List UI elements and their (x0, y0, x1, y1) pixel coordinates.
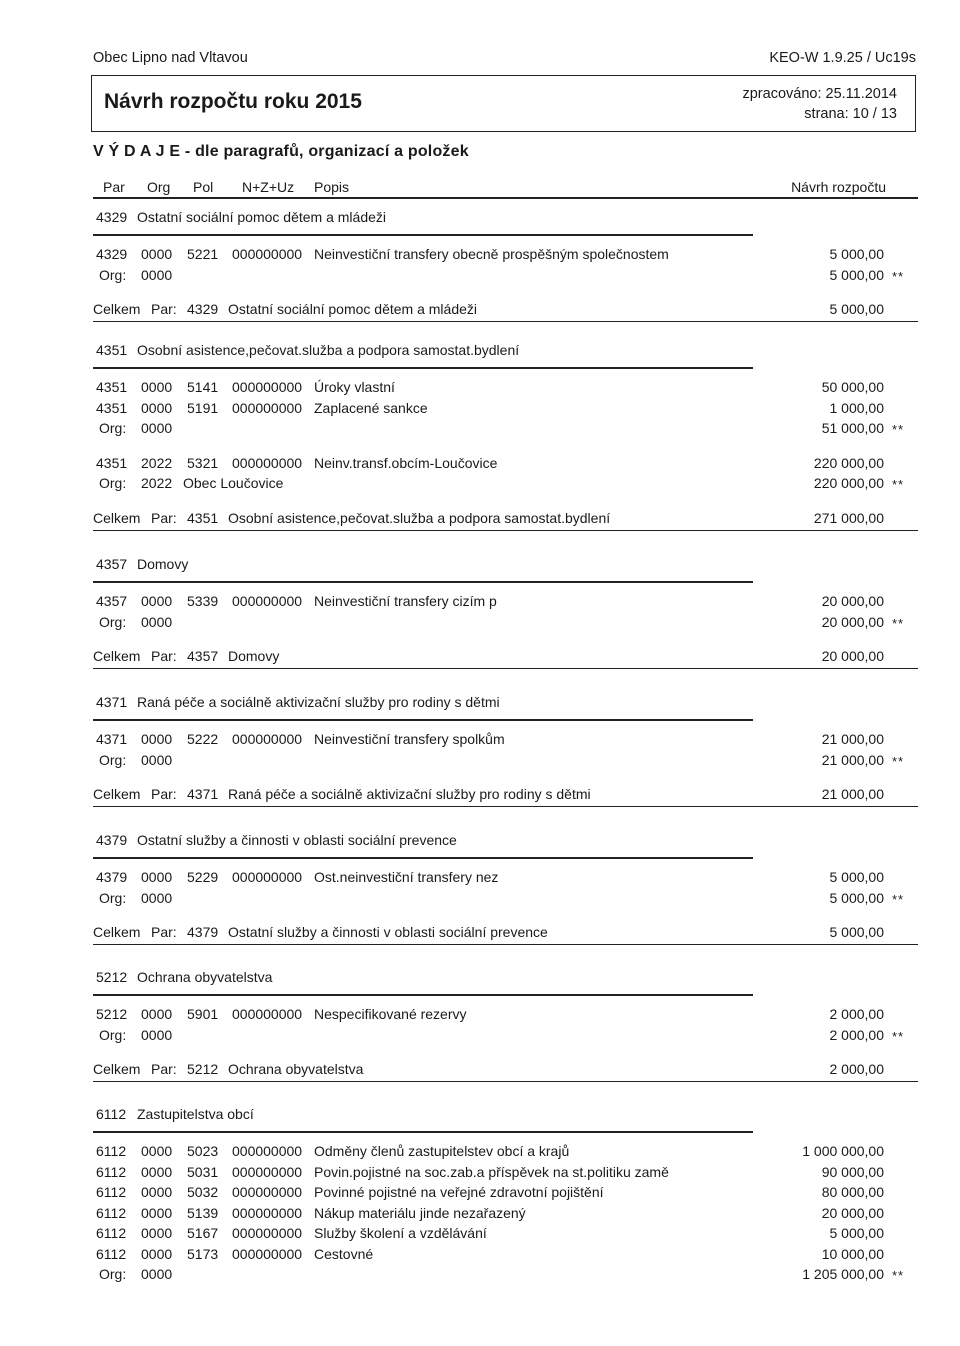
org-code: 0000 (141, 1266, 173, 1282)
col-pol: Pol (193, 179, 214, 195)
total-label: Celkem (93, 509, 141, 526)
cell-nzu: 000000000 (232, 1163, 303, 1180)
cell-org: 0000 (141, 1225, 173, 1241)
cell-par: 6112 (96, 1163, 127, 1180)
section-code: 4351 (96, 342, 128, 358)
col-popis: Popis (314, 179, 350, 195)
section-code: 4329 (96, 209, 128, 225)
total-par-label: Par: (151, 924, 177, 940)
cell-nzu: 000000000 (232, 1184, 303, 1200)
org-label: Org: (99, 751, 127, 768)
cell-description: Odměny členů zastupitelstev obcí a krajů (314, 1143, 570, 1159)
col-nzu: N+Z+Uz (242, 179, 295, 195)
org-subtotal-amount: 5 000,00 (829, 266, 884, 283)
cell-description: Povin.pojistné na soc.zab.a příspěvek na st.politiku zamě (314, 1163, 669, 1180)
org-label: Org: (99, 613, 127, 630)
table-row (0, 398, 960, 418)
table-row (0, 1004, 960, 1024)
total-label: Celkem (93, 301, 141, 317)
table-row (0, 591, 960, 611)
total-section-code: 4329 (187, 301, 219, 317)
section-name: Ostatní služby a činnosti v oblasti sociální prevence (137, 832, 457, 848)
org-subtotal-amount: 51 000,00 (821, 420, 884, 436)
cell-pol: 5191 (187, 399, 219, 416)
section-name: Zastupitelstva obcí (137, 1106, 254, 1122)
org-subtotal-amount: 220 000,00 (813, 475, 884, 491)
org-subtotal-amount: 20 000,00 (821, 613, 884, 630)
section-total-row (0, 508, 960, 528)
org-subtotal-amount: 1 205 000,00 (802, 1266, 884, 1282)
cell-pol: 5031 (187, 1163, 219, 1180)
total-underline (93, 530, 918, 531)
cell-amount: 50 000,00 (821, 379, 884, 395)
section-divider (93, 994, 753, 996)
section-code: 6112 (96, 1106, 127, 1122)
cell-description: Služby školení a vzdělávání (314, 1225, 487, 1241)
org-subtotal-row (0, 265, 960, 285)
section-code: 4379 (96, 832, 128, 848)
org-label: Org: (99, 889, 127, 906)
cell-par: 4351 (96, 399, 128, 416)
org-code: 0000 (141, 751, 173, 768)
table-row (0, 1223, 960, 1243)
org-label: Org: (99, 475, 127, 491)
total-par-label: Par: (151, 1061, 177, 1077)
org-subtotal-amount: 5 000,00 (829, 889, 884, 906)
cell-org: 0000 (141, 379, 173, 395)
cell-pol: 5901 (187, 1006, 219, 1022)
org-subtotal-row (0, 750, 960, 770)
cell-amount: 2 000,00 (829, 1006, 884, 1022)
section-code: 5212 (96, 969, 128, 985)
org-subtotal-row (0, 612, 960, 632)
subtotal-marker: ** (892, 268, 905, 284)
cell-nzu: 000000000 (232, 1204, 303, 1221)
col-par: Par (103, 179, 125, 195)
total-par-label: Par: (151, 786, 177, 802)
cell-pol: 5139 (187, 1204, 219, 1221)
cell-par: 4351 (96, 379, 128, 395)
section-divider (93, 367, 753, 369)
cell-nzu: 000000000 (232, 869, 303, 885)
total-par-label: Par: (151, 509, 177, 526)
cell-amount: 80 000,00 (821, 1184, 884, 1200)
total-section-name: Ostatní sociální pomoc dětem a mládeži (228, 301, 478, 317)
org-subtotal-amount: 21 000,00 (821, 751, 884, 768)
cell-nzu: 000000000 (232, 593, 303, 609)
section-total-row (0, 299, 960, 319)
cell-org: 0000 (141, 869, 173, 885)
cell-nzu: 000000000 (232, 1143, 303, 1159)
org-subtotal-row (0, 473, 960, 493)
section-divider (93, 857, 753, 859)
section-code: 4357 (96, 556, 128, 572)
org-code: 0000 (141, 266, 173, 283)
cell-nzu: 000000000 (232, 1225, 303, 1241)
subtotal-marker: ** (892, 891, 905, 907)
cell-pol: 5222 (187, 731, 219, 747)
org-label: Org: (99, 420, 127, 436)
org-subtotal-row (0, 1264, 960, 1284)
subtotal-marker: ** (892, 753, 905, 769)
cell-amount: 20 000,00 (821, 593, 884, 609)
section-name: Osobní asistence,pečovat.služba a podpora samostat.bydlení (137, 342, 520, 358)
cell-par: 4329 (96, 246, 128, 262)
col-amount: Návrh rozpočtu (791, 179, 886, 195)
cell-par: 6112 (96, 1204, 127, 1221)
section-total-amount: 21 000,00 (821, 786, 884, 802)
cell-org: 0000 (141, 1204, 173, 1221)
cell-org: 0000 (141, 399, 173, 416)
cell-description: Cestovné (314, 1245, 374, 1262)
cell-org: 0000 (141, 731, 173, 747)
cell-description: Neinvestiční transfery cizím p (314, 593, 497, 609)
cell-org: 0000 (141, 1006, 173, 1022)
page-number: strana: 10 / 13 (804, 106, 897, 122)
total-label: Celkem (93, 786, 141, 802)
section-name: Raná péče a sociálně aktivizační služby pro rodiny s dětmi (137, 694, 500, 710)
cell-org: 0000 (141, 1163, 173, 1180)
cell-org: 0000 (141, 593, 173, 609)
cell-nzu: 000000000 (232, 731, 303, 747)
section-total-amount: 20 000,00 (821, 648, 884, 664)
cell-amount: 21 000,00 (821, 731, 884, 747)
cell-pol: 5023 (187, 1143, 219, 1159)
table-row (0, 244, 960, 264)
subtotal-marker: ** (892, 1028, 905, 1044)
cell-org: 0000 (141, 1245, 173, 1262)
total-label: Celkem (93, 648, 141, 664)
cell-pol: 5141 (187, 379, 219, 395)
cell-pol: 5167 (187, 1225, 219, 1241)
table-row (0, 1244, 960, 1264)
cell-org: 0000 (141, 1184, 173, 1200)
org-subtotal-row (0, 888, 960, 908)
total-label: Celkem (93, 924, 141, 940)
subtotal-marker: ** (892, 1268, 905, 1283)
section-header (0, 967, 960, 987)
cell-amount: 10 000,00 (821, 1245, 884, 1262)
org-code: 2022 (141, 475, 173, 491)
section-total-amount: 5 000,00 (829, 924, 884, 940)
cell-description: Nákup materiálu jinde nezařazený (314, 1204, 526, 1221)
subtotal-marker: ** (892, 477, 905, 492)
report-subtitle: V Ý D A J E - dle paragrafů, organizací a položek (93, 143, 469, 160)
org-label: Org: (99, 1266, 127, 1282)
title-box (91, 75, 916, 132)
org-label: Org: (99, 266, 127, 283)
org-subtotal-amount: 2 000,00 (829, 1026, 884, 1043)
section-total-row (0, 922, 960, 942)
cell-amount: 5 000,00 (829, 246, 884, 262)
municipality-name: Obec Lipno nad Vltavou (93, 50, 248, 66)
cell-amount: 5 000,00 (829, 869, 884, 885)
table-row (0, 729, 960, 749)
cell-par: 4357 (96, 593, 128, 609)
org-code: 0000 (141, 420, 173, 436)
cell-description: Neinvestiční transfery spolkům (314, 731, 505, 747)
section-header (0, 554, 960, 574)
section-total-row (0, 784, 960, 804)
org-code: 0000 (141, 1026, 173, 1043)
section-divider (93, 234, 753, 236)
table-row (0, 1162, 960, 1182)
total-section-code: 4379 (187, 924, 219, 940)
cell-par: 4379 (96, 869, 128, 885)
org-code: 0000 (141, 889, 173, 906)
total-section-code: 4371 (187, 786, 219, 802)
table-row (0, 1182, 960, 1202)
cell-par: 6112 (96, 1143, 127, 1159)
cell-org: 2022 (141, 454, 173, 471)
cell-description: Neinvestiční transfery obecně prospěšným společnostem (314, 246, 669, 262)
total-section-name: Ochrana obyvatelstva (228, 1061, 364, 1077)
section-total-row (0, 1059, 960, 1079)
page-title: Návrh rozpočtu roku 2015 (104, 90, 362, 113)
section-header (0, 692, 960, 712)
section-divider (93, 1131, 753, 1133)
cell-description: Povinné pojistné na veřejné zdravotní pojištění (314, 1184, 604, 1200)
cell-amount: 220 000,00 (813, 454, 884, 471)
cell-description: Úroky vlastní (314, 379, 395, 395)
processed-date: zpracováno: 25.11.2014 (742, 86, 897, 102)
processing-info (742, 84, 897, 124)
software-version: KEO-W 1.9.25 / Uc19s (769, 50, 916, 66)
cell-description: Nespecifikované rezervy (314, 1006, 467, 1022)
total-section-code: 4357 (187, 648, 219, 664)
cell-par: 6112 (96, 1225, 127, 1241)
table-row (0, 377, 960, 397)
cell-par: 5212 (96, 1006, 128, 1022)
total-section-name: Domovy (228, 648, 280, 664)
cell-pol: 5032 (187, 1184, 219, 1200)
cell-par: 6112 (96, 1184, 127, 1200)
total-section-code: 5212 (187, 1061, 219, 1077)
table-row (0, 453, 960, 473)
total-underline (93, 1081, 918, 1082)
section-header (0, 340, 960, 360)
total-label: Celkem (93, 1061, 141, 1077)
org-name: Obec Loučovice (183, 475, 284, 491)
total-par-label: Par: (151, 648, 177, 664)
cell-nzu: 000000000 (232, 399, 303, 416)
subtotal-marker: ** (892, 422, 905, 437)
cell-org: 0000 (141, 246, 173, 262)
cell-nzu: 000000000 (232, 1245, 303, 1262)
cell-org: 0000 (141, 1143, 173, 1159)
total-underline (93, 668, 918, 669)
section-total-amount: 2 000,00 (829, 1061, 884, 1077)
cell-nzu: 000000000 (232, 246, 303, 262)
total-section-name: Ostatní služby a činnosti v oblasti sociální prevence (228, 924, 548, 940)
total-section-code: 4351 (187, 509, 219, 526)
cell-amount: 5 000,00 (829, 1225, 884, 1241)
org-subtotal-row (0, 1025, 960, 1045)
section-name: Ostatní sociální pomoc dětem a mládeži (137, 209, 387, 225)
total-underline (93, 944, 918, 945)
cell-description: Ost.neinvestiční transfery nez (314, 869, 499, 885)
table-row (0, 1141, 960, 1161)
header-divider (93, 197, 918, 199)
section-header (0, 830, 960, 850)
total-section-name: Raná péče a sociálně aktivizační služby pro rodiny s dětmi (228, 786, 591, 802)
section-name: Domovy (137, 556, 189, 572)
cell-amount: 1 000,00 (829, 399, 884, 416)
cell-pol: 5321 (187, 454, 219, 471)
cell-par: 6112 (96, 1245, 127, 1262)
cell-pol: 5229 (187, 869, 219, 885)
col-org: Org (147, 179, 171, 195)
cell-pol: 5221 (187, 246, 219, 262)
cell-amount: 20 000,00 (821, 1204, 884, 1221)
org-code: 0000 (141, 613, 173, 630)
section-code: 4371 (96, 694, 128, 710)
cell-par: 4371 (96, 731, 128, 747)
cell-nzu: 000000000 (232, 1006, 303, 1022)
org-subtotal-row (0, 418, 960, 438)
org-label: Org: (99, 1026, 127, 1043)
section-total-amount: 271 000,00 (813, 509, 884, 526)
section-total-amount: 5 000,00 (829, 301, 884, 317)
section-divider (93, 719, 753, 721)
section-total-row (0, 646, 960, 666)
total-underline (93, 321, 918, 322)
section-header (0, 1104, 960, 1124)
section-name: Ochrana obyvatelstva (137, 969, 273, 985)
subtotal-marker: ** (892, 615, 905, 631)
total-section-name: Osobní asistence,pečovat.služba a podpora samostat.bydlení (228, 509, 611, 526)
cell-nzu: 000000000 (232, 454, 303, 471)
cell-amount: 1 000 000,00 (802, 1143, 884, 1159)
total-par-label: Par: (151, 301, 177, 317)
cell-description: Zaplacené sankce (314, 399, 428, 416)
section-header (0, 207, 960, 227)
section-divider (93, 581, 753, 583)
cell-pol: 5339 (187, 593, 219, 609)
cell-amount: 90 000,00 (821, 1163, 884, 1180)
cell-par: 4351 (96, 454, 128, 471)
table-row (0, 1203, 960, 1223)
table-row (0, 867, 960, 887)
cell-nzu: 000000000 (232, 379, 303, 395)
cell-pol: 5173 (187, 1245, 219, 1262)
cell-description: Neinv.transf.obcím-Loučovice (314, 454, 498, 471)
total-underline (93, 806, 918, 807)
